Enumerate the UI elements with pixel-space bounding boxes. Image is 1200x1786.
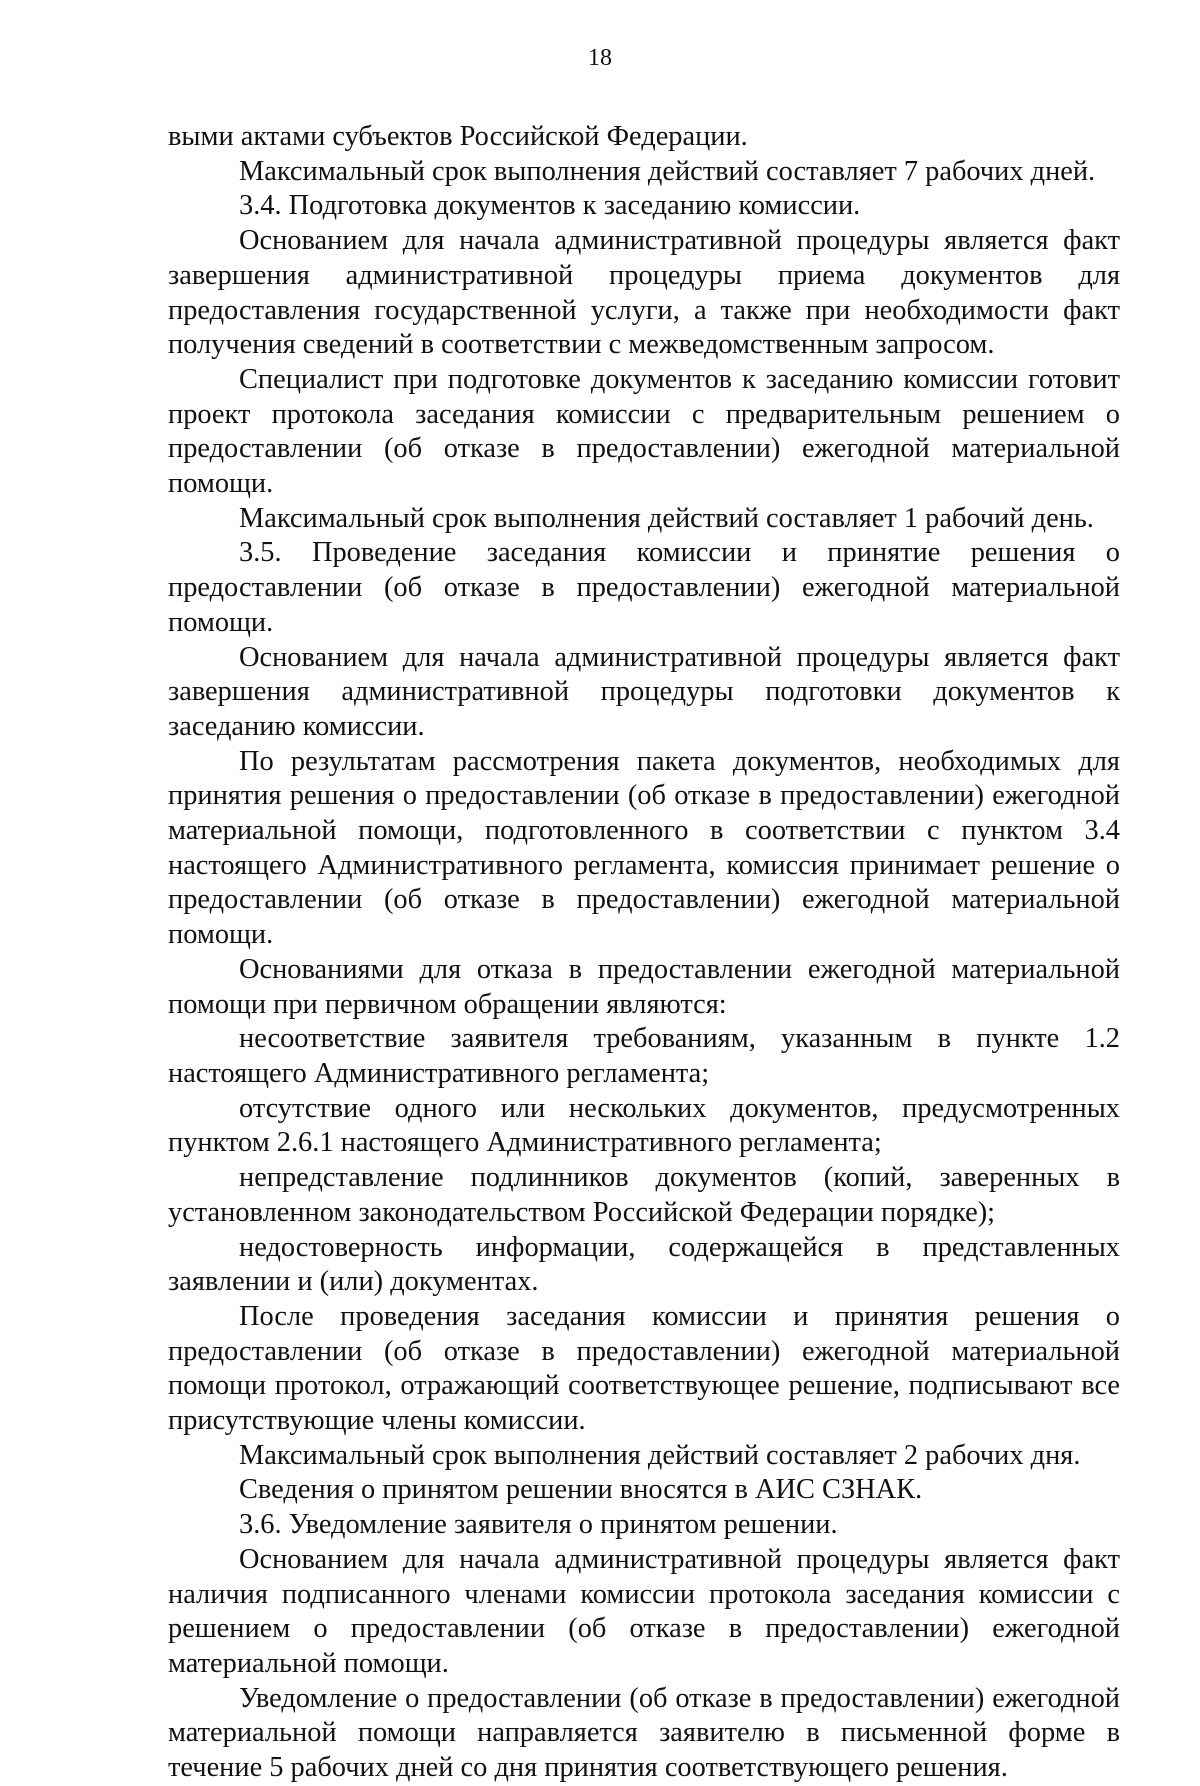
paragraph-notification: Уведомление о предоставлении (об отказе в предоставлении) ежегодной материальной помощи направляется заявителю в письменной форме в течение 5 рабочих дней со дня принятия соответствующего решения. xyxy=(168,1682,1120,1784)
paragraph-refusal-grounds: Основаниями для отказа в предоставлении ежегодной материальной помощи при первичном обращении являются: xyxy=(168,953,1120,1020)
paragraph-specialist-prepares: Специалист при подготовке документов к заседанию комиссии готовит проект протокола заседания комиссии с предварительным решением о предоставлении (об отказе в предоставлении) ежегодной материальной помощи. xyxy=(168,363,1120,500)
paragraph-basis-3-4: Основанием для начала административной процедуры является факт завершения административной процедуры приема документов для предоставления государственной услуги, а также при необходимости факт получения сведений в соответствии с межведомственным запросом. xyxy=(168,225,1120,361)
section-heading-3-5: 3.5. Проведение заседания комиссии и принятие решения о предоставлении (об отказе в предоставлении) ежегодной материальной помощи. xyxy=(168,537,1120,638)
paragraph-basis-3-5: Основанием для начала административной процедуры является факт завершения административной процедуры подготовки документов к заседанию комиссии. xyxy=(168,641,1120,742)
paragraph-ais-entry: Сведения о принятом решении вносятся в АИС СЗНАК. xyxy=(239,1474,923,1506)
paragraph-max-term-7-days: Максимальный срок выполнения действий составляет 7 рабочих дней. xyxy=(239,155,1096,187)
list-item-missing-documents: отсутствие одного или нескольких документов, предусмотренных пунктом 2.6.1 настоящего Административного регламента; xyxy=(168,1092,1120,1159)
list-item-no-originals: непредставление подлинников документов (копий, заверенных в установленном законодательством Российской Федерации порядке); xyxy=(168,1162,1120,1228)
paragraph-continuation: выми актами субъектов Российской Федерации. xyxy=(168,121,748,152)
paragraph-basis-3-6: Основанием для начала административной процедуры является факт наличия подписанного членами комиссии протокола заседания комиссии с решением о предоставлении (об отказе в предоставлении) ежегодной материальной помощи. xyxy=(168,1543,1120,1679)
section-heading-3-4: 3.4. Подготовка документов к заседанию комиссии. xyxy=(239,190,861,222)
list-item-nonconformity: несоответствие заявителя требованиям, указанным в пункте 1.2 настоящего Административного регламента; xyxy=(168,1023,1120,1089)
list-item-unreliable-info: недостоверность информации, содержащейся в представленных заявлении и (или) документах. xyxy=(168,1231,1120,1298)
paragraph-review-results: По результатам рассмотрения пакета документов, необходимых для принятия решения о предоставлении (об отказе в предоставлении) ежегодной материальной помощи, подготовленного в соответствии с пунктом 3.4 настоящего Административного регламента, комиссия принимает решение о предоставлении (об отказе в предоставлении) ежегодной материальной помощи. xyxy=(168,745,1120,951)
paragraph-protocol-signed: После проведения заседания комиссии и принятия решения о предоставлении (об отказе в предоставлении) ежегодной материальной помощи протокол, отражающий соответствующее решение, подписывают все присутствующие члены комиссии. xyxy=(168,1300,1120,1437)
document-body xyxy=(168,120,1120,1786)
paragraph-max-term-2-days: Максимальный срок выполнения действий составляет 2 рабочих дня. xyxy=(239,1439,1081,1471)
section-heading-3-6: 3.6. Уведомление заявителя о принятом решении. xyxy=(239,1509,838,1541)
paragraph-max-term-1-day: Максимальный срок выполнения действий составляет 1 рабочий день. xyxy=(239,502,1094,534)
page-number: 18 xyxy=(588,45,612,71)
